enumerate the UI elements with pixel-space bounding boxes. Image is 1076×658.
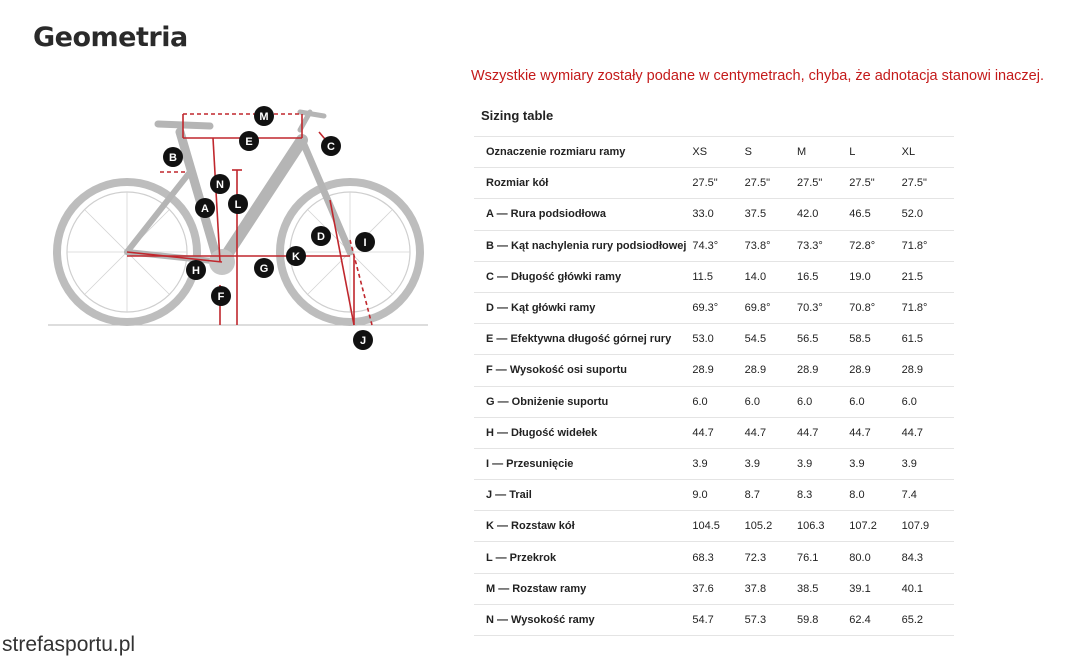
value-cell: 68.3 xyxy=(692,542,744,573)
svg-text:D: D xyxy=(317,231,325,243)
value-cell: 62.4 xyxy=(849,604,901,635)
value-cell: 106.3 xyxy=(797,511,849,542)
value-cell: 19.0 xyxy=(849,261,901,292)
table-row xyxy=(474,230,954,261)
marker-e xyxy=(239,131,259,151)
value-cell: 107.2 xyxy=(849,511,901,542)
value-cell: 28.9 xyxy=(692,355,744,386)
value-cell: 76.1 xyxy=(797,542,849,573)
svg-text:M: M xyxy=(259,111,269,123)
svg-text:J: J xyxy=(359,335,367,347)
value-cell: 27.5" xyxy=(692,168,744,199)
marker-j xyxy=(353,330,373,350)
value-cell: 6.0 xyxy=(902,386,954,417)
value-cell: 6.0 xyxy=(745,386,797,417)
value-cell: 8.0 xyxy=(849,480,901,511)
value-cell: 71.8° xyxy=(902,230,954,261)
table-row xyxy=(474,168,954,199)
value-cell: 38.5 xyxy=(797,573,849,604)
table-row xyxy=(474,199,954,230)
table-row xyxy=(474,386,954,417)
value-cell: 80.0 xyxy=(849,542,901,573)
value-cell: 69.8° xyxy=(745,292,797,323)
value-cell: 37.6 xyxy=(692,573,744,604)
value-cell: 3.9 xyxy=(902,448,954,479)
value-cell: 73.3° xyxy=(797,230,849,261)
marker-m xyxy=(254,106,274,126)
value-cell: 56.5 xyxy=(797,324,849,355)
page-title: Geometria xyxy=(33,22,188,53)
value-cell: 3.9 xyxy=(692,448,744,479)
svg-text:A: A xyxy=(201,203,209,215)
value-cell: 104.5 xyxy=(692,511,744,542)
marker-h xyxy=(186,260,206,280)
value-cell: 8.7 xyxy=(745,480,797,511)
value-cell: 74.3° xyxy=(692,230,744,261)
value-cell: 73.8° xyxy=(745,230,797,261)
value-cell: 6.0 xyxy=(849,386,901,417)
row-label-cell: L — Przekrok xyxy=(474,542,692,573)
value-cell: 69.3° xyxy=(692,292,744,323)
value-cell: 6.0 xyxy=(797,386,849,417)
marker-b xyxy=(163,147,183,167)
row-label-cell: I — Przesunięcie xyxy=(474,448,692,479)
value-cell: 33.0 xyxy=(692,199,744,230)
row-label-cell: C — Długość główki ramy xyxy=(474,261,692,292)
table-row xyxy=(474,542,954,573)
svg-text:C: C xyxy=(327,141,335,153)
value-cell: 84.3 xyxy=(902,542,954,573)
header-size-cell: S xyxy=(745,137,797,168)
marker-d xyxy=(311,226,331,246)
value-cell: 54.7 xyxy=(692,604,744,635)
value-cell: 11.5 xyxy=(692,261,744,292)
table-row xyxy=(474,261,954,292)
value-cell: 59.8 xyxy=(797,604,849,635)
value-cell: 54.5 xyxy=(745,324,797,355)
value-cell: 27.5" xyxy=(797,168,849,199)
table-row xyxy=(474,292,954,323)
value-cell: 44.7 xyxy=(849,417,901,448)
value-cell: 16.5 xyxy=(797,261,849,292)
value-cell: 21.5 xyxy=(902,261,954,292)
table-row xyxy=(474,511,954,542)
value-cell: 8.3 xyxy=(797,480,849,511)
value-cell: 7.4 xyxy=(902,480,954,511)
svg-text:G: G xyxy=(259,263,269,275)
table-row xyxy=(474,604,954,635)
table-row xyxy=(474,573,954,604)
table-header-row xyxy=(474,137,954,168)
marker-g xyxy=(254,258,274,278)
sizing-table-title: Sizing table xyxy=(481,108,554,123)
value-cell: 44.7 xyxy=(745,417,797,448)
row-label-cell: B — Kąt nachylenia rury podsiodłowej xyxy=(474,230,692,261)
value-cell: 65.2 xyxy=(902,604,954,635)
marker-c xyxy=(321,136,341,156)
marker-n xyxy=(210,174,230,194)
value-cell: 27.5" xyxy=(745,168,797,199)
svg-text:H: H xyxy=(192,265,200,277)
value-cell: 71.8° xyxy=(902,292,954,323)
table-row xyxy=(474,480,954,511)
row-label-cell: N — Wysokość ramy xyxy=(474,604,692,635)
value-cell: 107.9 xyxy=(902,511,954,542)
value-cell: 72.3 xyxy=(745,542,797,573)
row-label-cell: F — Wysokość osi suportu xyxy=(474,355,692,386)
value-cell: 3.9 xyxy=(745,448,797,479)
value-cell: 37.5 xyxy=(745,199,797,230)
value-cell: 28.9 xyxy=(745,355,797,386)
value-cell: 3.9 xyxy=(797,448,849,479)
row-label-cell: D — Kąt główki ramy xyxy=(474,292,692,323)
value-cell: 14.0 xyxy=(745,261,797,292)
value-cell: 27.5" xyxy=(902,168,954,199)
units-notice: Wszystkie wymiary zostały podane w centymetrach, chyba, że adnotacja stanowi inaczej. xyxy=(471,68,1044,84)
value-cell: 44.7 xyxy=(902,417,954,448)
value-cell: 57.3 xyxy=(745,604,797,635)
row-label-cell: E — Efektywna długość górnej rury xyxy=(474,324,692,355)
table-row xyxy=(474,448,954,479)
marker-l xyxy=(228,194,248,214)
row-label-cell: Rozmiar kół xyxy=(474,168,692,199)
row-label-cell: G — Obniżenie suportu xyxy=(474,386,692,417)
sizing-table xyxy=(474,136,954,636)
value-cell: 39.1 xyxy=(849,573,901,604)
row-label-cell: J — Trail xyxy=(474,480,692,511)
marker-f xyxy=(211,286,231,306)
row-label-cell: K — Rozstaw kół xyxy=(474,511,692,542)
value-cell: 53.0 xyxy=(692,324,744,355)
value-cell: 61.5 xyxy=(902,324,954,355)
svg-text:N: N xyxy=(216,179,224,191)
value-cell: 70.3° xyxy=(797,292,849,323)
marker-i xyxy=(355,232,375,252)
table-row xyxy=(474,324,954,355)
value-cell: 44.7 xyxy=(692,417,744,448)
svg-text:K: K xyxy=(292,251,300,263)
value-cell: 105.2 xyxy=(745,511,797,542)
value-cell: 28.9 xyxy=(797,355,849,386)
value-cell: 9.0 xyxy=(692,480,744,511)
svg-text:L: L xyxy=(234,199,242,211)
table-row xyxy=(474,417,954,448)
value-cell: 52.0 xyxy=(902,199,954,230)
value-cell: 28.9 xyxy=(902,355,954,386)
row-label-cell: H — Długość widełek xyxy=(474,417,692,448)
value-cell: 3.9 xyxy=(849,448,901,479)
value-cell: 37.8 xyxy=(745,573,797,604)
value-cell: 70.8° xyxy=(849,292,901,323)
marker-k xyxy=(286,246,306,266)
header-size-cell: M xyxy=(797,137,849,168)
svg-text:B: B xyxy=(169,152,177,164)
value-cell: 6.0 xyxy=(692,386,744,417)
svg-text:E: E xyxy=(245,136,253,148)
value-cell: 27.5" xyxy=(849,168,901,199)
svg-text:F: F xyxy=(217,291,225,303)
value-cell: 46.5 xyxy=(849,199,901,230)
bike-geometry-diagram xyxy=(40,95,440,355)
header-size-cell: XL xyxy=(902,137,954,168)
value-cell: 58.5 xyxy=(849,324,901,355)
row-label-cell: M — Rozstaw ramy xyxy=(474,573,692,604)
value-cell: 42.0 xyxy=(797,199,849,230)
marker-a xyxy=(195,198,215,218)
value-cell: 40.1 xyxy=(902,573,954,604)
header-label-cell: Oznaczenie rozmiaru ramy xyxy=(474,137,692,168)
header-size-cell: XS xyxy=(692,137,744,168)
svg-text:I: I xyxy=(363,237,367,249)
value-cell: 72.8° xyxy=(849,230,901,261)
header-size-cell: L xyxy=(849,137,901,168)
table-row xyxy=(474,355,954,386)
row-label-cell: A — Rura podsiodłowa xyxy=(474,199,692,230)
watermark: strefasportu.pl xyxy=(2,633,136,656)
value-cell: 28.9 xyxy=(849,355,901,386)
value-cell: 44.7 xyxy=(797,417,849,448)
